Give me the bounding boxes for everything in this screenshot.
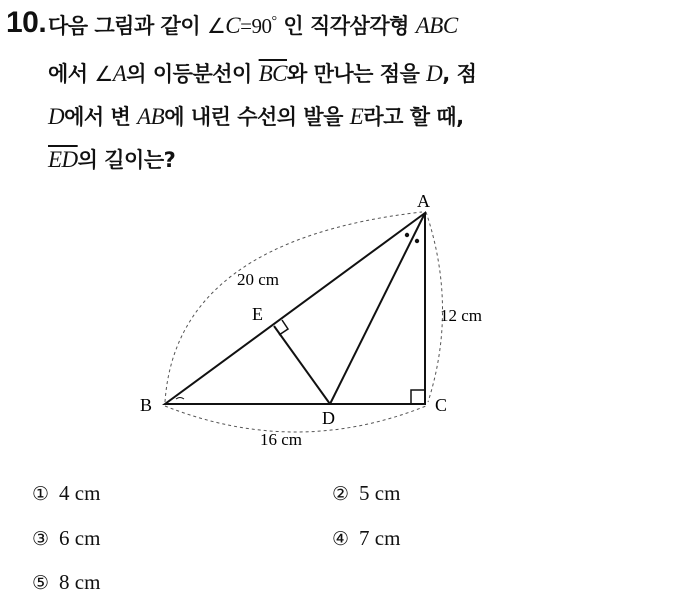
point-d: D bbox=[48, 104, 65, 129]
angle-symbol: ∠ bbox=[206, 14, 226, 38]
dimension-arc-ab bbox=[165, 212, 422, 402]
question-text: 의 이등분선이 bbox=[126, 62, 259, 86]
vertex-e-label: E bbox=[252, 304, 263, 324]
choice-3-mark: ③ bbox=[32, 528, 50, 550]
angle-dot-2 bbox=[415, 239, 419, 243]
triangle-abc-shape bbox=[165, 213, 425, 404]
choice-5[interactable] bbox=[32, 570, 100, 595]
perpendicular-de bbox=[274, 326, 330, 404]
question-number: 10. bbox=[6, 6, 47, 39]
equals-90: =90 bbox=[240, 14, 272, 38]
dimension-arc-bc bbox=[165, 406, 426, 432]
segment-ed: $\overline{ED}$ bbox=[48, 147, 78, 172]
point-e: E bbox=[349, 104, 364, 129]
choice-1-text: 4 cm bbox=[59, 481, 101, 505]
degree-symbol: ° bbox=[271, 14, 277, 29]
question-text: 에서 변 bbox=[64, 105, 138, 129]
question-text: 다음 그림과 같이 bbox=[48, 14, 207, 38]
choice-3[interactable] bbox=[32, 526, 100, 551]
length-label-bc: 16 cm bbox=[260, 430, 303, 449]
angle-symbol: ∠ bbox=[94, 62, 113, 86]
question-text: 에서 bbox=[48, 62, 95, 86]
choice-4[interactable] bbox=[332, 526, 400, 551]
segment-bc: $\overline{BC}$ bbox=[258, 61, 288, 86]
choice-1-mark: ① bbox=[32, 483, 50, 505]
choice-4-mark: ④ bbox=[332, 528, 350, 550]
choice-2-mark: ② bbox=[332, 483, 350, 505]
vertex-a-label: A bbox=[417, 191, 430, 211]
length-label-ab: 20 cm bbox=[237, 270, 280, 289]
vertex-b-label: B bbox=[140, 395, 153, 415]
point-d: D bbox=[426, 61, 443, 86]
choice-5-mark: ⑤ bbox=[32, 572, 50, 594]
right-angle-mark-c bbox=[411, 390, 425, 404]
choice-3-text: 6 cm bbox=[59, 526, 101, 550]
question-text: 와 만나는 점을 bbox=[287, 62, 427, 86]
vertex-d-label: D bbox=[322, 408, 335, 428]
choice-1[interactable] bbox=[32, 481, 100, 506]
question-text: 인 직각삼각형 bbox=[276, 14, 416, 38]
choice-2-text: 5 cm bbox=[359, 481, 401, 505]
choice-5-text: 8 cm bbox=[59, 570, 101, 594]
var-c: C bbox=[225, 13, 241, 38]
side-ab: AB bbox=[137, 104, 165, 129]
question-text: 라고 할 때, bbox=[363, 105, 464, 129]
angle-dot-1 bbox=[405, 233, 409, 237]
var-a: A bbox=[112, 61, 127, 86]
choice-4-text: 7 cm bbox=[359, 526, 401, 550]
question-text: 의 길이는? bbox=[77, 148, 176, 172]
angle-tick-b bbox=[176, 398, 184, 400]
bisector-ad bbox=[330, 213, 425, 404]
choice-2[interactable] bbox=[332, 481, 400, 506]
length-label-ac: 12 cm bbox=[440, 306, 483, 325]
question-text: , 점 bbox=[442, 62, 477, 86]
question-text: 에 내린 수선의 발을 bbox=[164, 105, 350, 129]
right-angle-mark-e bbox=[279, 320, 288, 335]
triangle-abc: ABC bbox=[415, 13, 458, 38]
vertex-c-label: C bbox=[435, 395, 448, 415]
